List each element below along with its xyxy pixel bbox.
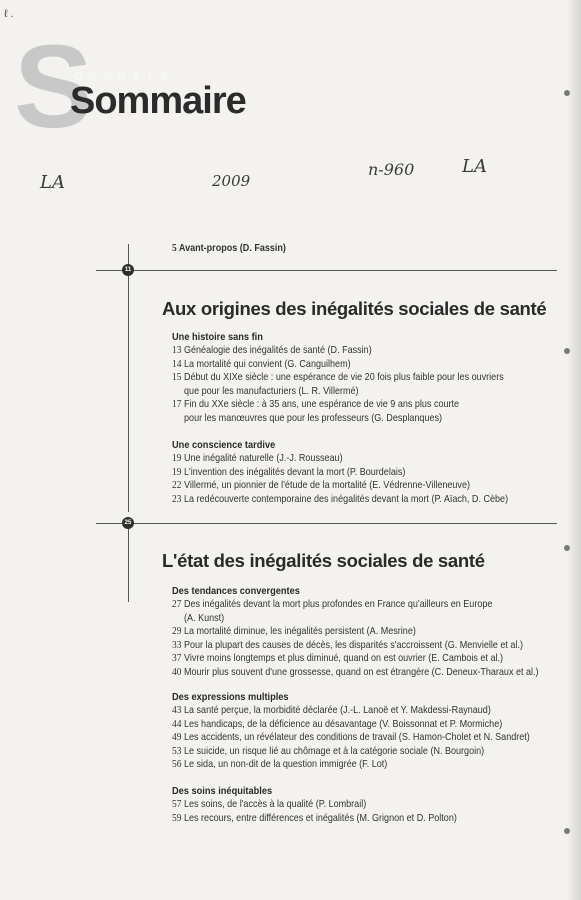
entry-text: Des inégalités devant la mort plus profondes en France qu'ailleurs en Europe (183, 598, 493, 610)
entry-page: 23 (172, 492, 182, 505)
entry-page: 22 (172, 479, 182, 491)
toc-entry[interactable] (172, 344, 533, 358)
toc-entry[interactable] (172, 371, 533, 398)
entry-page: 29 (172, 625, 182, 637)
handwritten-note-2: 2009 (212, 172, 251, 190)
avant-propos-entry[interactable] (172, 242, 304, 256)
toc-entry[interactable] (172, 639, 533, 653)
toc-entry[interactable] (172, 493, 533, 507)
toc-entry[interactable] (172, 625, 533, 639)
entry-text: La mortalité diminue, les inégalités persistent (A. Mesrine) (183, 625, 416, 637)
vertical-rule (128, 522, 129, 602)
toc-entry[interactable] (172, 398, 533, 425)
handwritten-note-4: LA (462, 156, 487, 177)
entry-text: La redécouverte contemporaine des inégalités devant la mort (P. Aïach, D. Cèbe) (183, 492, 509, 505)
small-sommaire-word: ommaire (74, 68, 176, 84)
toc-entry[interactable] (172, 358, 533, 372)
section-rule (96, 523, 557, 524)
handwritten-note-1: LA (40, 172, 65, 193)
entry-continuation: que pour les manufacturiers (L. R. Villermé) (184, 384, 359, 397)
entry-text: La mortalité qui convient (G. Canguilhem) (183, 357, 351, 370)
toc-entry[interactable] (172, 466, 533, 480)
group-heading: Des soins inéquitables (172, 785, 273, 797)
toc-entry[interactable] (172, 652, 533, 666)
toc-entry[interactable] (172, 731, 533, 745)
entry-text: Les accidents, un révélateur des conditions de travail (S. Hamon-Cholet et N. Sandret) (183, 731, 530, 743)
entry-text: Généalogie des inégalités de santé (D. Fassin) (183, 344, 372, 356)
entry-text: Le suicide, un risque lié au chômage et à la catégorie sociale (N. Bourgoin) (183, 744, 485, 757)
entry-text: Avant-propos (D. Fassin) (178, 242, 286, 254)
entry-continuation: (A. Kunst) (184, 611, 225, 624)
group-heading: Une conscience tardive (172, 439, 276, 451)
entry-page: 40 (172, 665, 182, 678)
entry-page: 5 (172, 242, 177, 254)
toc-entry[interactable] (172, 798, 533, 812)
toc-entry[interactable] (172, 718, 533, 732)
page-title: Sommaire (70, 80, 246, 122)
entry-page: 27 (172, 598, 182, 610)
entry-text: Une inégalité naturelle (J.-J. Rousseau) (183, 452, 343, 464)
toc-entry[interactable] (172, 665, 539, 680)
group-heading: Des expressions multiples (172, 691, 289, 703)
entry-page: 59 (172, 811, 182, 824)
entry-page: 19 (172, 452, 182, 464)
entry-text: Les handicaps, de la déficience au désavantage (V. Boissonnat et P. Mormiche) (183, 717, 503, 730)
entry-page: 15 (172, 371, 182, 383)
toc-entry[interactable] (172, 758, 533, 772)
toc-group (172, 690, 581, 772)
entry-page: 57 (172, 798, 182, 810)
entry-page: 44 (172, 717, 182, 730)
toc-group (172, 330, 581, 425)
entry-text: Les soins, de l'accès à la qualité (P. Lombrail) (183, 798, 367, 810)
toc-entry[interactable] (172, 452, 533, 466)
section-title: Aux origines des inégalités sociales de santé (162, 298, 547, 319)
decorative-big-s: S (14, 21, 93, 153)
toc-entry[interactable] (172, 598, 533, 625)
entry-page: 33 (172, 638, 182, 651)
entry-page: 19 (172, 465, 182, 478)
toc-entry[interactable] (172, 479, 533, 493)
section-rule (96, 270, 557, 271)
entry-text: Fin du XXe siècle : à 35 ans, une espérance de vie 9 ans plus courte (183, 398, 460, 410)
entry-text: Mourir plus souvent d'une grossesse, quand on est étrangère (C. Deneux-Tharaux et al.) (183, 665, 539, 678)
entry-page: 43 (172, 704, 182, 716)
entry-text: Pour la plupart des causes de décès, les disparités s'accroissent (G. Menvielle et al.) (183, 638, 523, 651)
toc-group (172, 438, 581, 506)
entry-page: 37 (172, 652, 182, 664)
corner-mark: ℓ . (4, 8, 14, 20)
vertical-rule (128, 244, 129, 512)
entry-text: Villermé, un pionnier de l'étude de la mortalité (E. Védrenne-Villeneuve) (183, 479, 470, 491)
entry-text: Les recours, entre différences et inégalités (M. Grignon et D. Polton) (183, 811, 457, 824)
entry-text: L'invention des inégalités devant la mort (P. Bourdelais) (183, 465, 406, 478)
binding-hole-dot (564, 90, 570, 96)
entry-text: Début du XIXe siècle : une espérance de vie 20 fois plus faible pour les ouvriers (183, 371, 504, 383)
binding-hole-dot (564, 545, 570, 551)
handwritten-note-3: n-960 (368, 160, 415, 179)
entry-page: 56 (172, 758, 182, 770)
section-title: L'état des inégalités sociales de santé (162, 550, 485, 571)
toc-entry[interactable] (172, 704, 533, 718)
entry-text: La santé perçue, la morbidité déclarée (J.-L. Lanoë et Y. Makdessi-Raynaud) (183, 704, 491, 716)
entry-text: Le sida, un non-dit de la question immigrée (F. Lot) (183, 758, 388, 770)
toc-entry[interactable] (172, 812, 533, 826)
entry-page: 17 (172, 398, 182, 410)
toc-group (172, 584, 581, 679)
binding-hole-dot (564, 828, 570, 834)
group-heading: Une histoire sans fin (172, 331, 263, 343)
entry-page: 53 (172, 744, 182, 757)
group-heading: Des tendances convergentes (172, 585, 300, 597)
entry-text: Vivre moins longtemps et plus diminué, quand on est ouvrier (E. Cambois et al.) (183, 652, 504, 664)
entry-page: 14 (172, 357, 182, 370)
toc-entry[interactable] (172, 745, 533, 759)
section-page-badge: 11 (122, 264, 134, 276)
entry-page: 13 (172, 344, 182, 356)
entry-continuation: pour les manœuvres que pour les professeurs (G. Desplanques) (184, 411, 443, 424)
entry-page: 49 (172, 731, 182, 743)
section-page-badge: 25 (122, 517, 134, 529)
toc-group (172, 784, 581, 825)
